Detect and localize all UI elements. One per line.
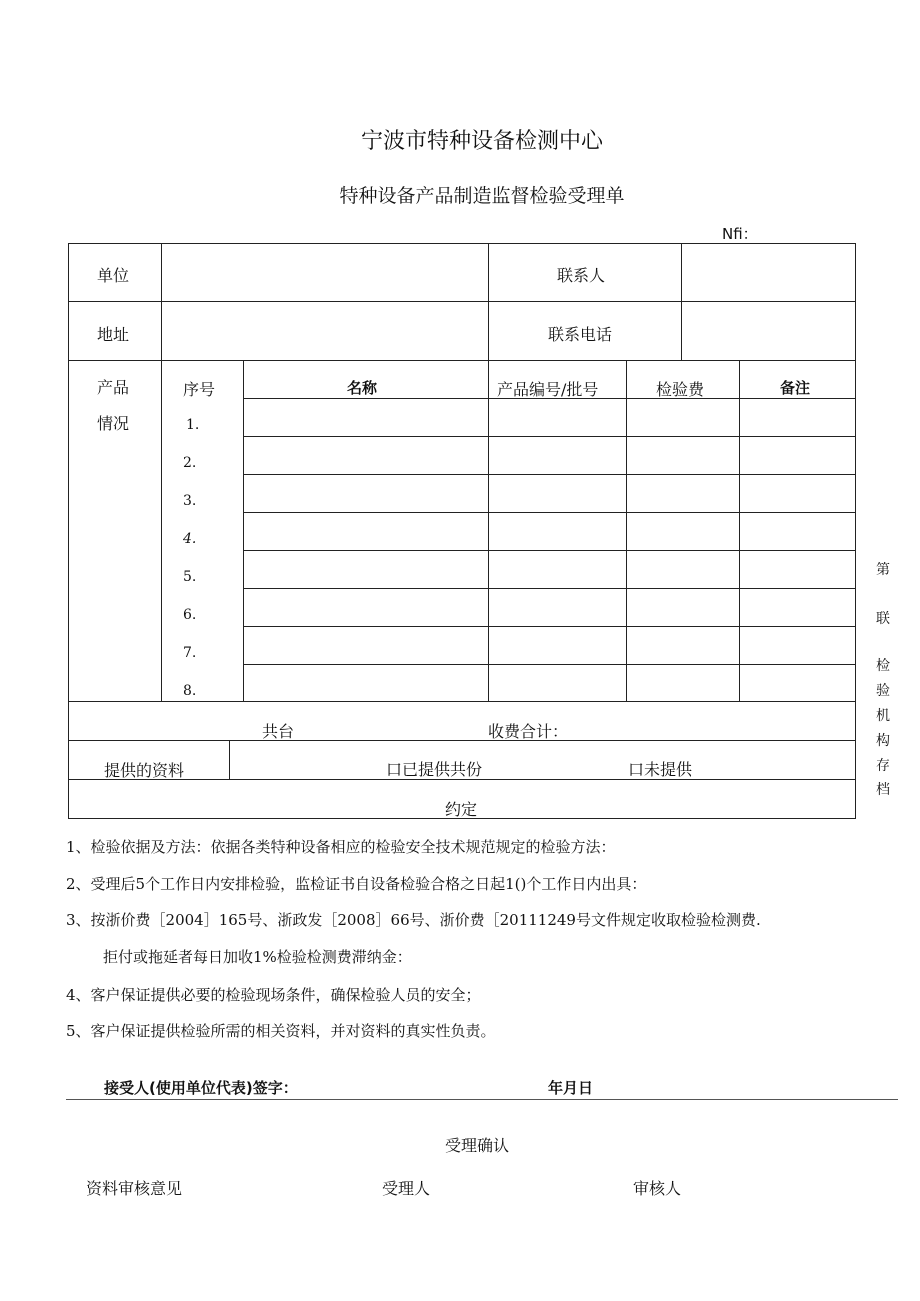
table-row-number: 3.	[183, 493, 197, 509]
table-line	[626, 360, 627, 702]
table-line	[243, 436, 856, 437]
table-line	[68, 740, 856, 741]
table-border-right	[855, 243, 856, 819]
clause-2: 2、受理后5个工作日内安排检验，监检证书自设备检验合格之日起1()个工作日内出具：	[66, 875, 647, 893]
column-header-seq: 序号	[183, 380, 216, 399]
table-line	[161, 243, 162, 702]
agreement-label: 约定	[445, 800, 478, 819]
acceptor-signature-label: 接受人(使用单位代表)签字：	[104, 1079, 298, 1097]
org-title: 宁波市特种设备检测中心	[360, 129, 603, 154]
reviewer-label: 审核人	[633, 1179, 682, 1198]
side-note-char: 机	[876, 708, 890, 724]
product-label-line2: 情况	[97, 414, 130, 433]
table-line	[68, 360, 856, 361]
column-header-name: 名称	[347, 379, 378, 397]
side-note-char: 档	[876, 782, 890, 798]
side-note-char: 验	[876, 683, 890, 699]
phone-label: 联系电话	[548, 325, 613, 344]
table-line	[68, 701, 856, 702]
table-line	[243, 360, 244, 702]
table-line	[681, 243, 682, 361]
form-number-label: Nfi：	[722, 225, 758, 243]
confirmation-title: 受理确认	[445, 1136, 510, 1155]
column-header-remark: 备注	[780, 379, 811, 397]
materials-label: 提供的资料	[104, 761, 185, 780]
side-note-char: 构	[876, 733, 890, 749]
product-label-line1: 产品	[97, 378, 130, 397]
table-line	[243, 474, 856, 475]
side-note-char: 检	[876, 658, 890, 674]
materials-not-provided-checkbox[interactable]: 口未提供	[628, 760, 693, 779]
table-line	[243, 588, 856, 589]
table-row-number: 8.	[183, 683, 197, 699]
table-border-left	[68, 243, 69, 819]
table-line	[243, 664, 856, 665]
unit-label: 单位	[97, 266, 130, 285]
review-opinion-label: 资料审核意见	[86, 1179, 183, 1198]
table-line	[243, 626, 856, 627]
table-row-number: 7.	[183, 645, 197, 661]
signature-date-label: 年月日	[548, 1079, 594, 1097]
column-header-product-no: 产品编号/批号	[497, 380, 599, 399]
address-label: 地址	[97, 325, 130, 344]
table-border-top	[68, 243, 856, 244]
table-row-number: 6.	[183, 607, 197, 623]
column-header-fee: 检验费	[656, 380, 705, 399]
table-row-number: 4.	[183, 531, 197, 547]
side-note-char: 存	[876, 758, 890, 774]
total-units-label: 共台	[262, 722, 295, 741]
fee-total-label: 收费合计：	[488, 722, 569, 741]
table-line	[243, 512, 856, 513]
form-title: 特种设备产品制造监督检验受理单	[339, 185, 625, 207]
table-line	[488, 243, 489, 702]
clause-3-continued: 拒付或拖延者每日加收1%检验检测费滞纳金：	[103, 948, 412, 966]
signature-divider	[66, 1099, 898, 1100]
table-row-number: 5.	[183, 569, 197, 585]
table-line	[68, 301, 856, 302]
table-line	[243, 550, 856, 551]
table-line	[739, 360, 740, 702]
contact-label: 联系人	[557, 266, 606, 285]
table-line	[229, 740, 230, 780]
clause-5: 5、客户保证提供检验所需的相关资料，并对资料的真实性负责。	[66, 1022, 496, 1040]
table-row-number: 1.	[186, 417, 200, 433]
clause-3: 3、按浙价费［2004］165号、浙政发［2008］66号、浙价费［20111249号文件规定收取检验检测费.	[66, 911, 761, 929]
side-note-char: 第	[876, 562, 890, 578]
clause-1: 1、检验依据及方法：依据各类特种设备相应的检验安全技术规范规定的检验方法：	[66, 838, 616, 856]
handler-label: 受理人	[382, 1179, 431, 1198]
clause-4: 4、客户保证提供必要的检验现场条件，确保检验人员的安全；	[66, 986, 481, 1004]
side-note-char: 联	[876, 611, 890, 627]
table-row-number: 2.	[183, 455, 197, 471]
materials-provided-checkbox[interactable]: 口已提供共份	[386, 760, 483, 779]
